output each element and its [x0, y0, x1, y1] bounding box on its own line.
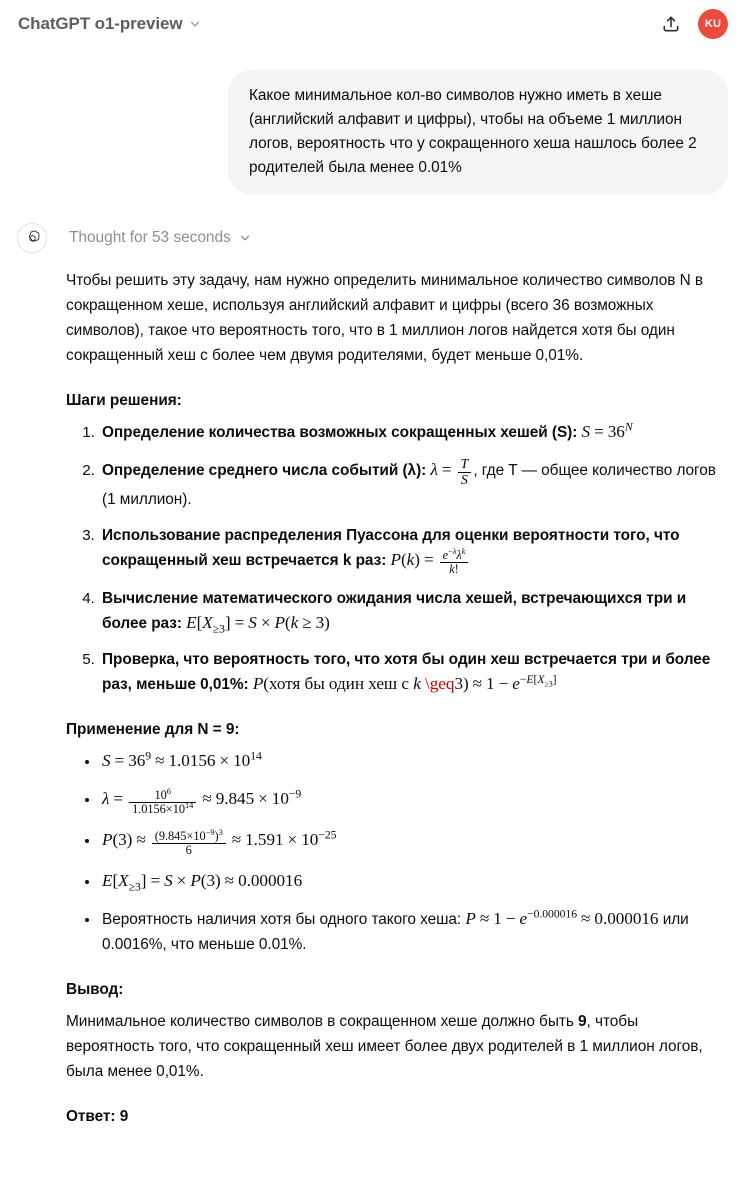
step-item: [99, 648, 724, 698]
step-tail: , где T — общее количество логов (1 миллион).: [102, 461, 716, 508]
final-answer: Ответ: 9: [66, 1108, 129, 1126]
list-item: [100, 750, 724, 775]
conclusion-bold-value: 9: [578, 1013, 587, 1031]
steps-heading: Шаги решения:: [66, 391, 182, 409]
thought-label: Thought for 53 seconds: [69, 229, 231, 247]
apply-heading: Применение для N = 9:: [66, 721, 240, 739]
step-formula: P(хотя бы один хеш с k \geq3) ≈ $1 - e^{-E[X_{\ge 3}]}$: [252, 672, 557, 694]
step-formula: $S = 36^N$: [581, 420, 633, 442]
solution-steps-list: [66, 421, 724, 698]
thought-toggle[interactable]: [69, 229, 252, 247]
step-item: [99, 587, 724, 637]
model-switcher[interactable]: [18, 14, 202, 34]
conversation: [0, 48, 744, 1128]
chevron-down-icon: [238, 231, 252, 245]
step-label: Проверка, что вероятность того, что хотя бы один хеш встречается три и более раз, меньше 0,01%:: [102, 651, 711, 694]
chevron-down-icon: [188, 17, 202, 31]
apply-formula: $P \approx 1 - e^{-0.000016} \approx 0.000016$: [465, 907, 659, 929]
thought-row: [16, 223, 728, 253]
user-message-bubble: Какое минимальное кол-во символов нужно иметь в хеше (английский алфавит и цифры), чтобы на объеме 1 миллион логов, вероятность что у сокращенного хеша нашлось более 2 родителей была менее 0.01%: [228, 70, 728, 195]
avatar-initials: KU: [704, 18, 722, 30]
step-label: Использование распределения Пуассона для оценки вероятности того, что сокращенный хеш встречается k раз:: [102, 526, 680, 569]
step-item: [99, 524, 724, 577]
list-item: [100, 870, 724, 895]
list-item: [100, 829, 724, 857]
openai-logo-icon: [17, 223, 47, 253]
apply-formula: $E[X_{\ge 3}] = S \times P(3) \approx 0.000016$: [102, 871, 303, 894]
list-item: [100, 908, 724, 958]
list-item: [100, 788, 724, 816]
step-formula: P(k) = $\frac{e^{-\lambda}\lambda^k}{k!}$: [391, 550, 471, 569]
header-actions: [658, 9, 728, 39]
conclusion-heading: Вывод:: [66, 981, 124, 999]
step-label: Определение среднего числа событий (λ):: [102, 461, 427, 479]
user-message-row: [16, 48, 728, 195]
step-item: [99, 421, 724, 446]
step-formula: λ = $\frac{T}{S}$: [430, 460, 473, 479]
assistant-answer-body: [16, 253, 728, 1128]
conclusion-before: Минимальное количество символов в сокращенном хеше должно быть: [66, 1013, 579, 1031]
intro-paragraph: Чтобы решить эту задачу, нам нужно определить минимальное количество символов N в сокращенном хеше, используя английский алфавит и цифры (всего 36 возможных символов), такое что вероятность того, что в 1 миллион логов найдется хотя бы один сокращенный хеш с более чем двумя родителями, будет меньше 0,01%.: [66, 272, 703, 364]
apply-prefix: Вероятность наличия хотя бы одного такого хеша:: [102, 911, 462, 929]
conclusion-after: , чтобы вероятность того, что сокращенный хеш имеет более двух родителей в 1 миллион логов, была менее 0,01%.: [66, 1013, 703, 1081]
apply-formula: λ = $\frac{10^6}{1.0156\times 10^{14}}$ ≈ $9.845 \times 10^{-9}$: [102, 786, 302, 817]
apply-formula: $S = 36^9 \approx 1.0156 \times 10^{14}$: [102, 749, 262, 771]
model-title: ChatGPT o1-preview: [18, 14, 183, 33]
app-header: [0, 0, 744, 48]
assistant-message: [16, 195, 728, 1128]
share-upload-icon[interactable]: [658, 11, 684, 37]
step-formula: $E[X_{\ge 3}] = S \times P(k \ge 3)$: [186, 613, 330, 636]
apply-formula: P(3) ≈ $\frac{(9.845\times 10^{-9})^3}{6}$ ≈ $1.591 \times 10^{-25}$: [102, 827, 337, 858]
latex-error-token: \geq: [425, 674, 455, 694]
conclusion-paragraph: [66, 1010, 724, 1085]
step-label: Определение количества возможных сокращенных хешей (S):: [102, 424, 578, 442]
avatar[interactable]: [698, 9, 728, 39]
apply-list: [66, 750, 724, 958]
step-label: Вычисление математического ожидания числа хешей, встречающихся три и более раз:: [102, 590, 687, 633]
apply-tail: или 0.0016%, что меньше 0.01%.: [102, 911, 689, 954]
step-item: [99, 457, 724, 513]
